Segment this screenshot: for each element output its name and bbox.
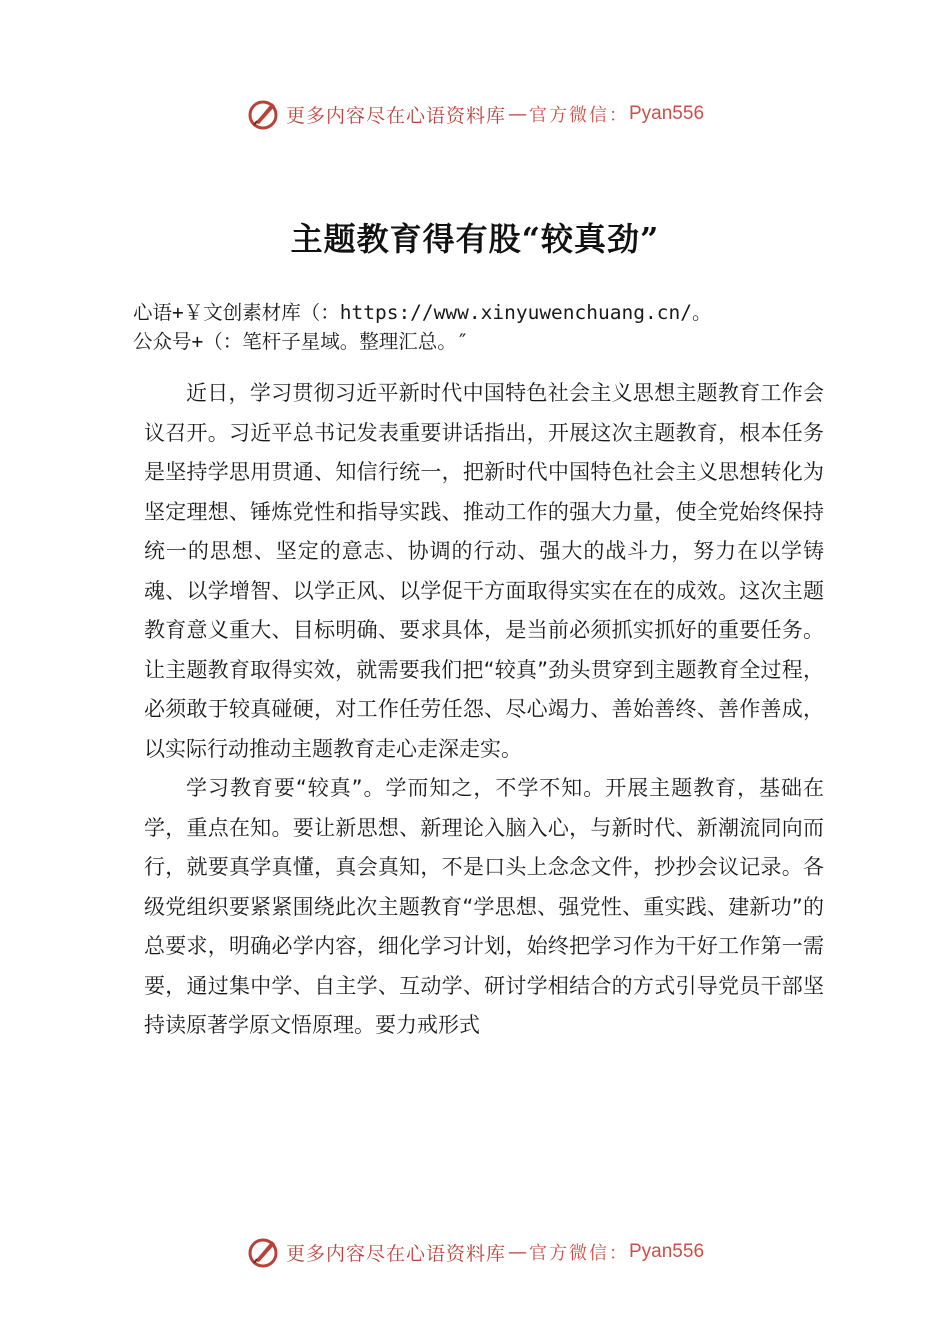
- article-body: [144, 374, 824, 1046]
- article-title: 主题教育得有股“较真劲”: [290, 220, 660, 258]
- banner-wechat-id: Pyan556: [629, 1241, 705, 1262]
- paragraph: 学习教育要“较真”。学而知之，不学不知。开展主题教育，基础在学，重点在知。要让新思想、新理论入脑入心，与新时代、新潮流同向而行，就要真学真懂，真会真知，不是口头上念念文件，抄抄会议记录。各级党组织要紧紧围绕此次主题教育“学思想、强党性、重实践、建新功”的总要求，明确必学内容，细化学习计划，始终把学习作为干好工作第一需要，通过集中学、自主学、互动学、研讨学相结合的方式引导党员干部坚持读原著学原文悟原理。要力戒形式: [144, 776, 824, 1037]
- header-banner: [0, 94, 950, 134]
- source-note: [133, 298, 833, 356]
- banner-slogan: 更多内容尽在心语资料库: [285, 1242, 506, 1265]
- banner-slogan: 更多内容尽在心语资料库: [285, 104, 506, 127]
- quill-pen-icon: [246, 97, 280, 131]
- banner-wechat-label: 官方微信：: [529, 1243, 629, 1264]
- source-line: 公众号+（：笔杆子星域。整理汇总。″: [133, 330, 469, 353]
- quill-pen-icon: [246, 1235, 280, 1269]
- banner-separator: —: [508, 1241, 527, 1263]
- banner-separator: —: [508, 103, 527, 125]
- source-line: 心语+￥文创素材库（：https://www.xinyuwenchuang.cn/。: [133, 301, 712, 324]
- footer-banner: [0, 1232, 950, 1272]
- banner-wechat-id: Pyan556: [629, 103, 705, 124]
- paragraph: 近日，学习贯彻习近平新时代中国特色社会主义思想主题教育工作会议召开。习近平总书记发表重要讲话指出，开展这次主题教育，根本任务是坚持学思用贯通、知信行统一，把新时代中国特色社会主义思想转化为坚定理想、锤炼党性和指导实践、推动工作的强大力量，使全党始终保持统一的思想、坚定的意志、协调的行动、强大的战斗力，努力在以学铸魂、以学增智、以学正风、以学促干方面取得实实在在的成效。这次主题教育意义重大、目标明确、要求具体，是当前必须抓实抓好的重要任务。让主题教育取得实效，就需要我们把“较真”劲头贯穿到主题教育全过程，必须敢于较真碰硬，对工作任劳任怨、尽心竭力、善始善终、善作善成，以实际行动推动主题教育走心走深走实。: [144, 381, 824, 761]
- banner-wechat-label: 官方微信：: [529, 105, 629, 126]
